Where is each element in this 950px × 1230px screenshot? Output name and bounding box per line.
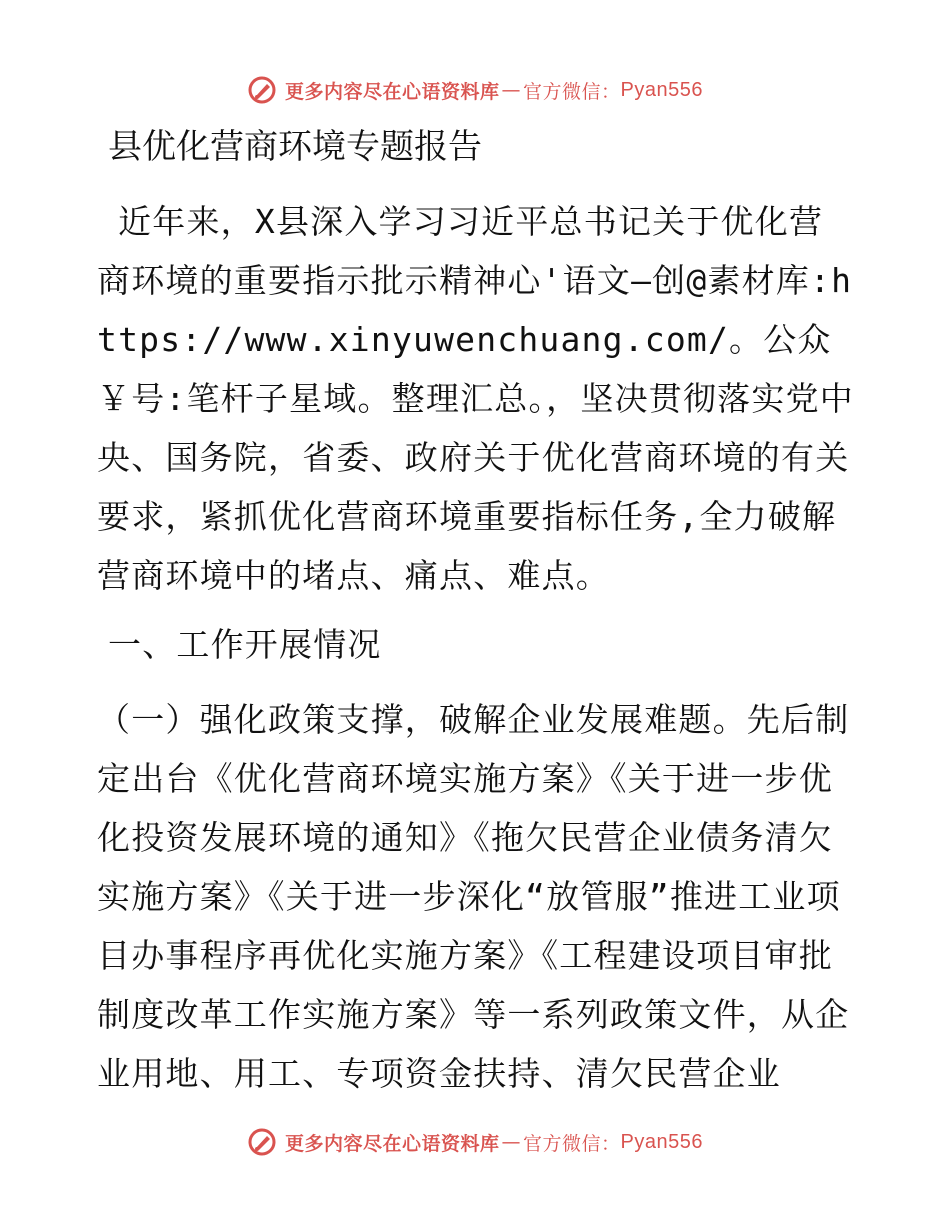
document-title: 县优化营商环境专题报告 — [108, 127, 482, 167]
banner-separator: — — [501, 79, 522, 101]
pen-circle-logo-icon — [247, 1127, 277, 1157]
banner-account: Pyan556 — [620, 78, 703, 101]
section-heading: 一、工作开展情况 — [108, 625, 382, 664]
banner-official-label: 官方微信： — [523, 1132, 621, 1155]
footer-banner — [0, 1122, 950, 1162]
sub-paragraph: （一）强化政策支撑，破解企业发展难题。先后制定出台《优化营商环境实施方案》《关于进一步优化投资发展环境的通知》《拖欠民营企业债务清欠实施方案》《关于进一步深化“放管服”推进工业项目办事程序再优化实施方案》《工程建设项目审批制度改革工作实施方案》等一系列政策文件，从企业用地、用工、专项资金扶持、清欠民营企业 — [97, 700, 850, 1093]
banner-official-label: 官方微信： — [523, 80, 621, 103]
banner-brand-text: 更多内容尽在心语资料库 — [285, 1132, 500, 1155]
intro-paragraph: 近年来，X县深入学习习近平总书记关于优化营商环境的重要指示批示精神心'语文—创@素材库:https://www.xinyuwenchuang.com/。公众￥号:笔杆子星域。整理汇总。，坚决贯彻落实党中央、国务院，省委、政府关于优化营商环境的有关要求，紧抓优化营商环境重要指标任务,全力破解营商环境中的堵点、痛点、难点。 — [97, 202, 854, 595]
banner-account: Pyan556 — [620, 1130, 703, 1153]
header-banner — [0, 70, 950, 110]
pen-circle-logo-icon — [247, 75, 277, 105]
banner-brand-text: 更多内容尽在心语资料库 — [285, 80, 500, 103]
banner-separator: — — [501, 1131, 522, 1153]
